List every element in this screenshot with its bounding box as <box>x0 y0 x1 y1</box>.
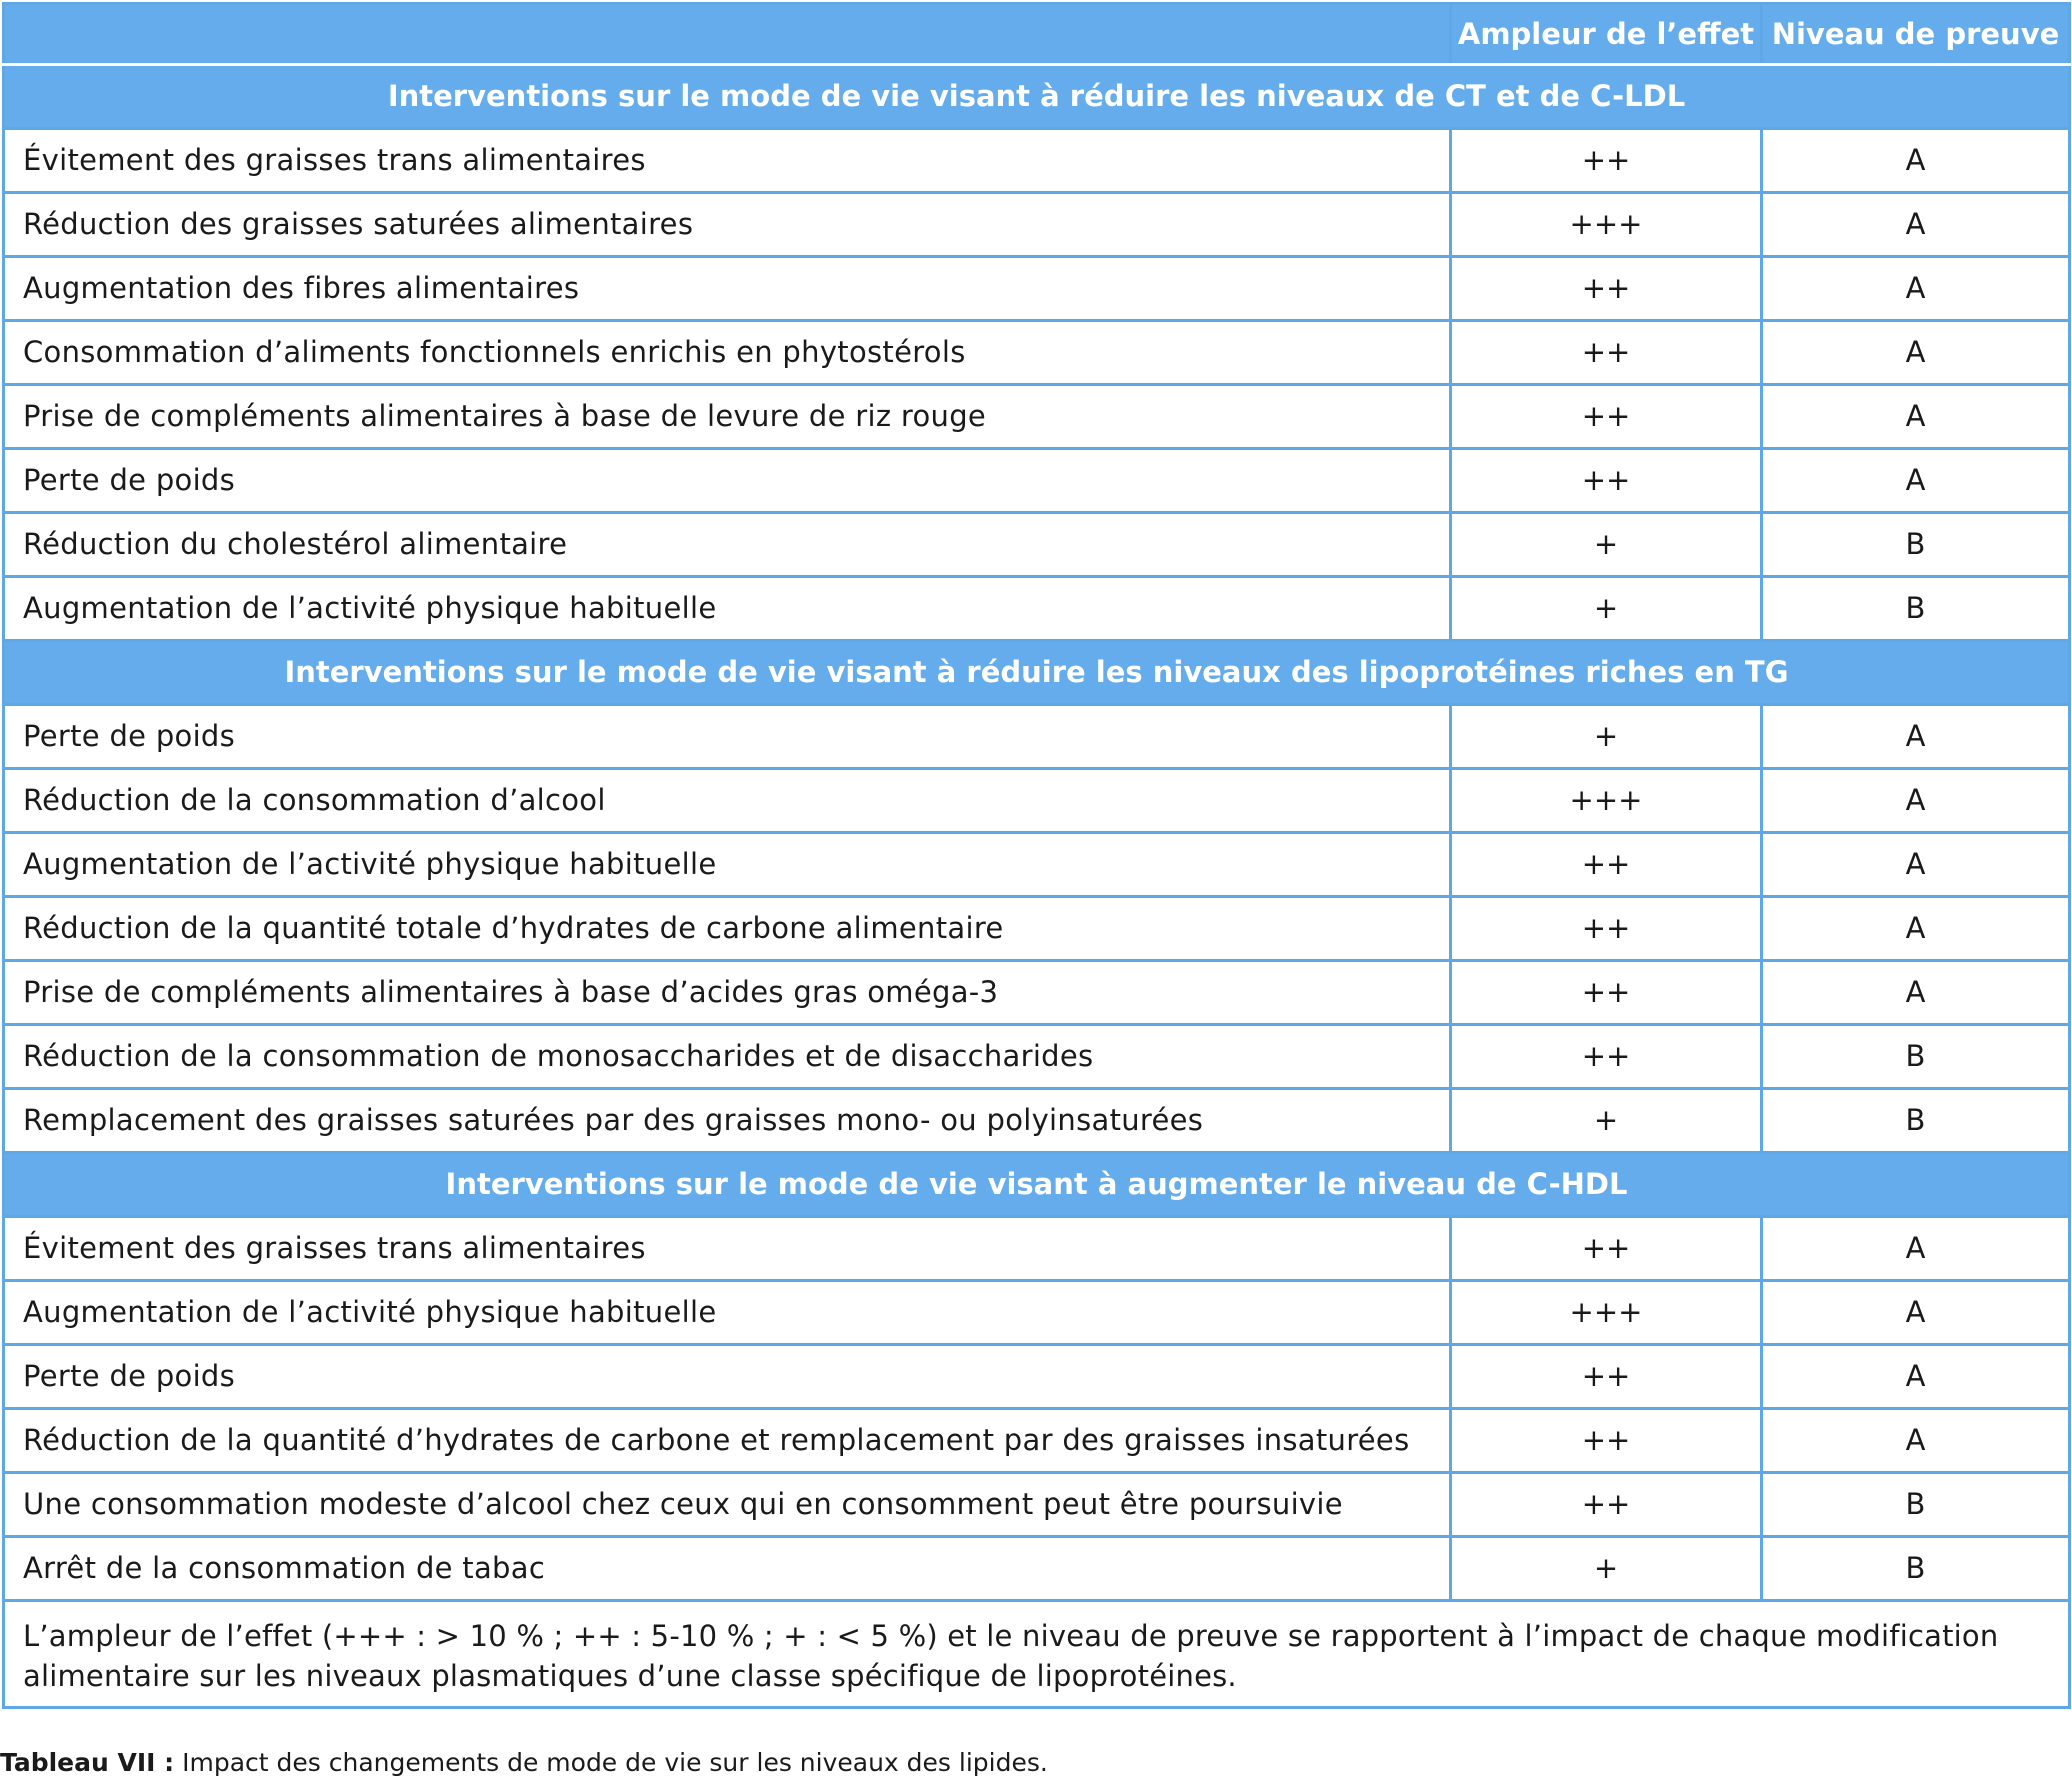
evidence-level: A <box>1762 1281 2070 1345</box>
section-header-row <box>4 1153 2070 1217</box>
section-title: Interventions sur le mode de vie visant à réduire les niveaux des lipoprotéines riches en TG <box>4 641 2070 705</box>
table-row <box>4 833 2070 897</box>
intervention-label: Réduction de la quantité d’hydrates de carbone et remplacement par des graisses insaturées <box>4 1409 1451 1473</box>
intervention-label: Augmentation de l’activité physique habituelle <box>4 833 1451 897</box>
intervention-label: Réduction des graisses saturées alimentaires <box>4 193 1451 257</box>
intervention-label: Évitement des graisses trans alimentaires <box>4 1217 1451 1281</box>
evidence-level: A <box>1762 1217 2070 1281</box>
evidence-level: A <box>1762 1409 2070 1473</box>
evidence-level: B <box>1762 1473 2070 1537</box>
caption-label: Tableau VII : <box>0 1748 175 1777</box>
intervention-label: Prise de compléments alimentaires à base de levure de riz rouge <box>4 385 1451 449</box>
effect-magnitude: +++ <box>1451 1281 1762 1345</box>
footnote-row <box>4 1601 2070 1708</box>
lifestyle-lipids-table <box>2 2 2071 1709</box>
evidence-level: B <box>1762 1089 2070 1153</box>
table-row <box>4 1537 2070 1601</box>
effect-magnitude: ++ <box>1451 833 1762 897</box>
evidence-level: A <box>1762 129 2070 193</box>
effect-magnitude: ++ <box>1451 897 1762 961</box>
table-row <box>4 193 2070 257</box>
intervention-label: Prise de compléments alimentaires à base d’acides gras oméga-3 <box>4 961 1451 1025</box>
effect-magnitude: ++ <box>1451 385 1762 449</box>
table-row <box>4 705 2070 769</box>
evidence-level: A <box>1762 257 2070 321</box>
evidence-level: A <box>1762 897 2070 961</box>
intervention-label: Réduction du cholestérol alimentaire <box>4 513 1451 577</box>
section-title: Interventions sur le mode de vie visant à réduire les niveaux de CT et de C-LDL <box>4 65 2070 129</box>
intervention-label: Arrêt de la consommation de tabac <box>4 1537 1451 1601</box>
effect-magnitude: +++ <box>1451 769 1762 833</box>
table-row <box>4 1281 2070 1345</box>
effect-magnitude: ++ <box>1451 449 1762 513</box>
table-caption <box>0 1748 1048 1777</box>
intervention-label: Augmentation des fibres alimentaires <box>4 257 1451 321</box>
table-row <box>4 1025 2070 1089</box>
table-header-row <box>4 4 2070 65</box>
table-row <box>4 385 2070 449</box>
effect-magnitude: ++ <box>1451 129 1762 193</box>
caption-text: Impact des changements de mode de vie sur les niveaux des lipides. <box>182 1748 1048 1777</box>
header-effect: Ampleur de l’effet <box>1451 4 1762 65</box>
effect-magnitude: +++ <box>1451 193 1762 257</box>
evidence-level: B <box>1762 1025 2070 1089</box>
section-title: Interventions sur le mode de vie visant à augmenter le niveau de C-HDL <box>4 1153 2070 1217</box>
evidence-level: A <box>1762 769 2070 833</box>
evidence-level: A <box>1762 833 2070 897</box>
effect-magnitude: ++ <box>1451 1345 1762 1409</box>
intervention-label: Augmentation de l’activité physique habituelle <box>4 577 1451 641</box>
intervention-label: Augmentation de l’activité physique habituelle <box>4 1281 1451 1345</box>
table-body <box>4 65 2070 1708</box>
intervention-label: Perte de poids <box>4 449 1451 513</box>
evidence-level: A <box>1762 961 2070 1025</box>
intervention-label: Perte de poids <box>4 1345 1451 1409</box>
effect-magnitude: ++ <box>1451 1217 1762 1281</box>
intervention-label: Remplacement des graisses saturées par des graisses mono- ou polyinsaturées <box>4 1089 1451 1153</box>
table-row <box>4 1217 2070 1281</box>
table-row <box>4 129 2070 193</box>
evidence-level: A <box>1762 321 2070 385</box>
section-header-row <box>4 641 2070 705</box>
header-level: Niveau de preuve <box>1762 4 2070 65</box>
effect-magnitude: + <box>1451 1089 1762 1153</box>
effect-magnitude: ++ <box>1451 961 1762 1025</box>
table-row <box>4 769 2070 833</box>
effect-magnitude: ++ <box>1451 257 1762 321</box>
effect-magnitude: ++ <box>1451 1473 1762 1537</box>
effect-magnitude: + <box>1451 577 1762 641</box>
intervention-label: Perte de poids <box>4 705 1451 769</box>
evidence-level: A <box>1762 1345 2070 1409</box>
table-row <box>4 577 2070 641</box>
table-row <box>4 321 2070 385</box>
table-row <box>4 1409 2070 1473</box>
evidence-level: A <box>1762 705 2070 769</box>
intervention-label: Évitement des graisses trans alimentaires <box>4 129 1451 193</box>
table-row <box>4 513 2070 577</box>
footnote-text: L’ampleur de l’effet (+++ : > 10 % ; ++ : 5-10 % ; + : < 5 %) et le niveau de preuve se rapportent à l’impact de chaque modification alimentaire sur les niveaux plasmatiques d’une classe spécifique de lipoprotéines. <box>4 1601 2070 1708</box>
intervention-label: Réduction de la consommation de monosaccharides et de disaccharides <box>4 1025 1451 1089</box>
intervention-label: Réduction de la quantité totale d’hydrates de carbone alimentaire <box>4 897 1451 961</box>
intervention-label: Consommation d’aliments fonctionnels enrichis en phytostérols <box>4 321 1451 385</box>
effect-magnitude: ++ <box>1451 321 1762 385</box>
effect-magnitude: ++ <box>1451 1409 1762 1473</box>
evidence-level: B <box>1762 577 2070 641</box>
intervention-label: Réduction de la consommation d’alcool <box>4 769 1451 833</box>
table-row <box>4 257 2070 321</box>
effect-magnitude: + <box>1451 1537 1762 1601</box>
table-row <box>4 1345 2070 1409</box>
section-header-row <box>4 65 2070 129</box>
header-blank-cell <box>4 4 1451 65</box>
table-row <box>4 1473 2070 1537</box>
effect-magnitude: ++ <box>1451 1025 1762 1089</box>
table-row <box>4 897 2070 961</box>
table-row <box>4 449 2070 513</box>
effect-magnitude: + <box>1451 705 1762 769</box>
evidence-level: B <box>1762 513 2070 577</box>
table-row <box>4 961 2070 1025</box>
effect-magnitude: + <box>1451 513 1762 577</box>
evidence-level: A <box>1762 193 2070 257</box>
evidence-level: A <box>1762 385 2070 449</box>
evidence-level: B <box>1762 1537 2070 1601</box>
evidence-level: A <box>1762 449 2070 513</box>
intervention-label: Une consommation modeste d’alcool chez ceux qui en consomment peut être poursuivie <box>4 1473 1451 1537</box>
table-row <box>4 1089 2070 1153</box>
